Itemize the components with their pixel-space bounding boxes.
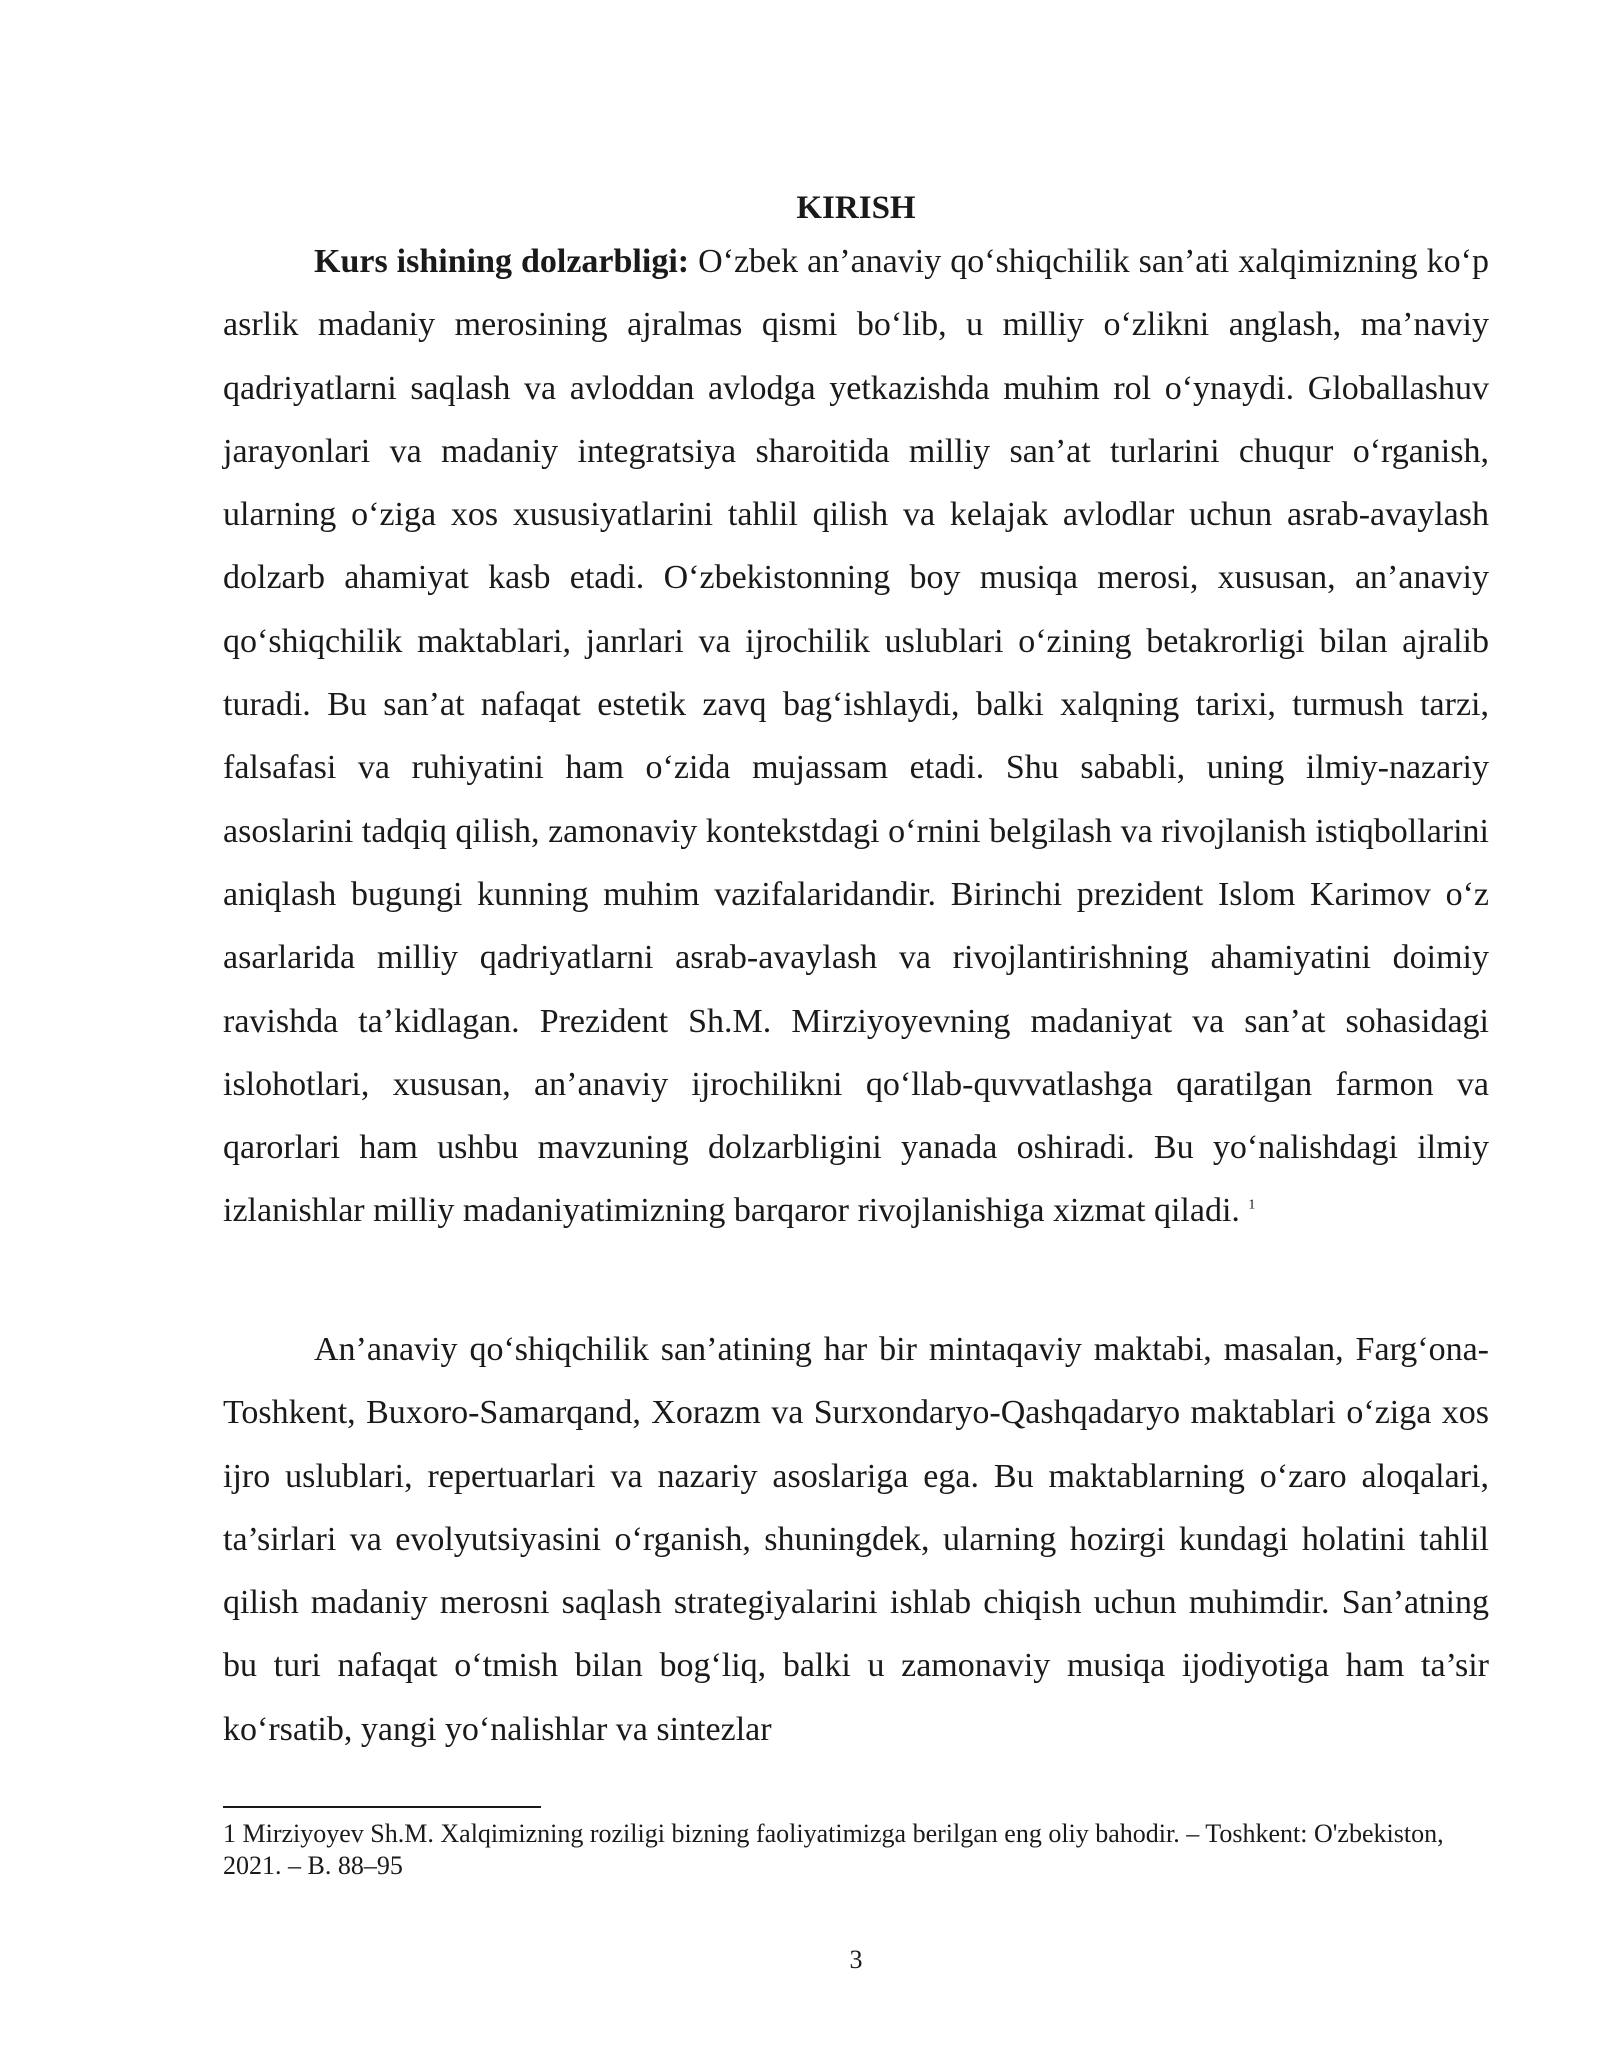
body-paragraph-2: An’anaviy qo‘shiqchilik san’atining har bir mintaqaviy maktabi, masalan, Farg‘ona-Toshkent, Buxoro-Samarqand, Xorazm va Surxondaryo-Qashqadaryo maktablari o‘ziga xos ijro uslublari, repertuarlari va nazariy asoslariga ega. Bu maktablarning o‘zaro aloqalari, ta’sirlari va evolyutsiyasini o‘rganish, shuningdek, ularning hozirgi kundagi holatini tahlil qilish madaniy merosni saqlash strategiyalarini ishlab chiqish uchun muhimdir. San’atning bu turi nafaqat o‘tmish bilan bog‘liq, balki u zamonaviy musiqa ijodiyotiga ham ta’sir ko‘rsatib, yangi yo‘nalishlar va sintezlar — [223, 1331, 1489, 1748]
body-paragraph-1 — [223, 230, 1489, 1243]
section-heading: KIRISH — [796, 190, 916, 226]
page-number: 3 — [849, 1945, 863, 1974]
footnote-separator — [223, 1806, 541, 1808]
footnote-reference: 1 — [1248, 1198, 1256, 1214]
paragraph-1-text: O‘zbek an’anaviy qo‘shiqchilik san’ati xalqimizning ko‘p asrlik madaniy merosining ajralmas qismi bo‘lib, u milliy o‘zlikni anglash, ma’naviy qadriyatlarni saqlash va avloddan avlodga yetkazishda muhim rol o‘ynaydi. Globallashuv jarayonlari va madaniy integratsiya sharoitida milliy san’at turlarini chuqur o‘rganish, ularning o‘ziga xos xususiyatlarini tahlil qilish va kelajak avlodlar uchun asrab-avaylash dolzarb ahamiyat kasb etadi. O‘zbekistonning boy musiqa merosi, xususan, an’anaviy qo‘shiqchilik maktablari, janrlari va ijrochilik uslublari o‘zining betakrorligi bilan ajralib turadi. Bu san’at nafaqat estetik zavq bag‘ishlaydi, balki xalqning tarixi, turmush tarzi, falsafasi va ruhiyatini ham o‘zida mujassam etadi. Shu sababli, uning ilmiy-nazariy asoslarini tadqiq qilish, zamonaviy kontekstdagi o‘rnini belgilash va rivojlanish istiqbollarini aniqlash bugungi kunning muhim vazifalaridandir. Birinchi prezident Islom Karimov o‘z asarlarida milliy qadriyatlarni asrab-avaylash va rivojlantirishning ahamiyatini doimiy ravishda ta’kidlagan. Prezident Sh.M. Mirziyoyevning madaniyat va san’at sohasidagi islohotlari, xususan, an’anaviy ijrochilikni qo‘llab-quvvatlashga qaratilgan farmon va qarorlari ham ushbu mavzuning dolzarbligini yanada oshiradi. Bu yo‘nalishdagi ilmiy izlanishlar milliy madaniyatimizning barqaror rivojlanishiga xizmat qiladi. — [223, 243, 1489, 1230]
footnote: 1 Mirziyoyev Sh.M. Xalqimizning roziligi bizning faoliyatimizga berilgan eng oliy bahodir. – Toshkent: O'zbekiston, 2021. – B. 88–95 — [223, 1819, 1444, 1880]
paragraph-lead: Kurs ishining dolzarbligi: — [314, 243, 690, 280]
